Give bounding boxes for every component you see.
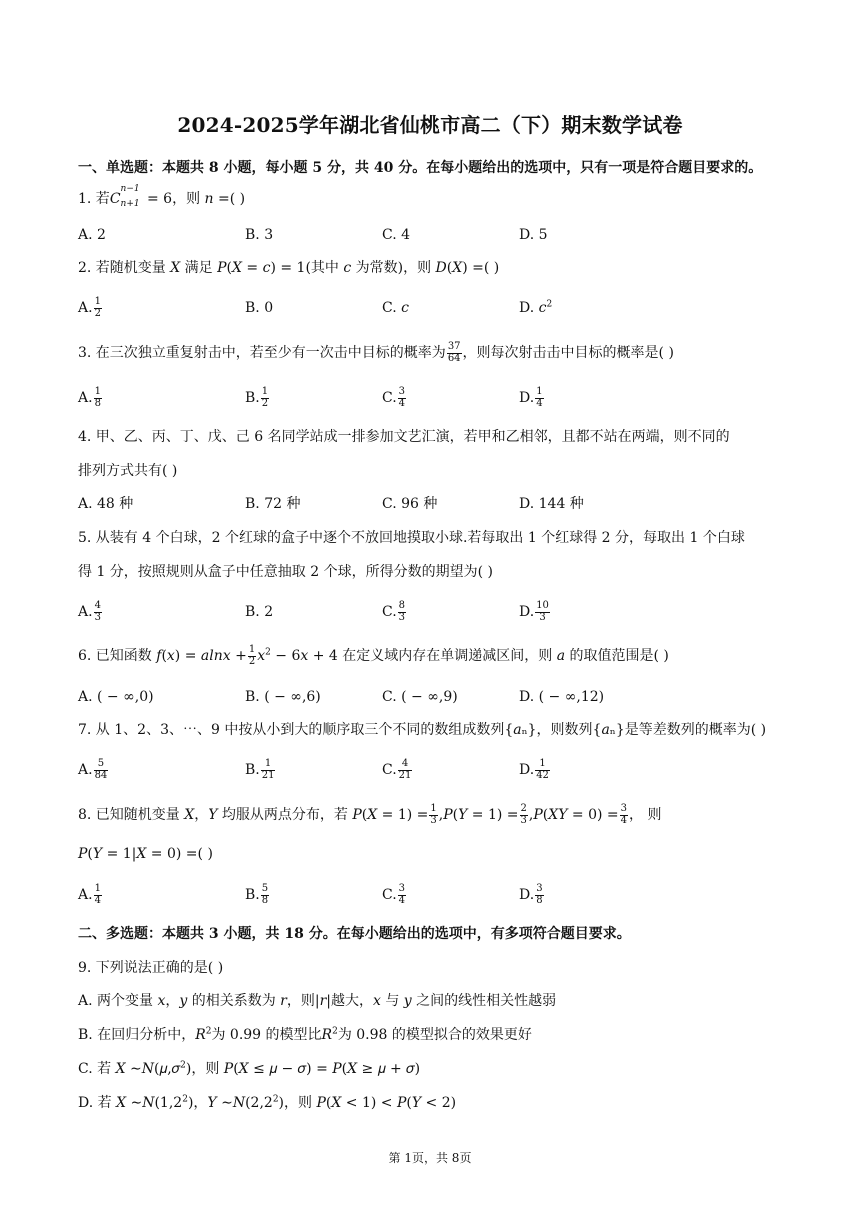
q5-option-d: D. $\frac{10}{3}$: [519, 600, 549, 623]
q5-option-c: C. $\frac{8}{3}$: [382, 600, 406, 623]
q4-option-a: A. 48 种: [78, 496, 134, 512]
section-heading-single-choice: 一、单选题：本题共 8 小题，每小题 5 分，共 40 分。在每小题给出的选项中，只有一项是符合题目要求的。: [78, 160, 763, 176]
q6-option-d: D. ( − ∞,12): [519, 689, 605, 705]
q2-option-a: A. $\frac{1}{2}$: [78, 296, 101, 319]
question-7: 7. 从 1、2、3、⋯、9 中按从小到大的顺序取三个不同的数组成数列{𝑎ₙ}，则数列{𝑎ₙ}是等差数列的概率为( ): [78, 722, 767, 738]
q8-option-d: D. $\frac{3}{8}$: [519, 883, 543, 906]
q1-option-c: C. 4: [382, 227, 411, 243]
q6-option-b: B. ( − ∞,6): [245, 689, 321, 705]
question-1: 1. 若C n−1 n+1 = 6，则 𝑛 =( ): [78, 184, 246, 209]
q1-option-d: D. 5: [519, 227, 548, 243]
q9-option-d: D. 若 𝑋 $\sim 𝑁(1,2^2)$，𝑌 $\sim 𝑁(2,2^2)$，则 𝑃(𝑋 < 1) < 𝑃(𝑌 < 2): [78, 1094, 457, 1111]
question-8-line-2: 𝑃(𝑌 = 1|𝑋 = 0) =( ): [78, 846, 213, 862]
q4-option-d: D. 144 种: [519, 496, 584, 512]
question-4-line-1: 4. 甲、乙、丙、丁、戊、己 6 名同学站成一排参加文艺汇演，若甲和乙相邻，且都不站在两端，则不同的: [78, 429, 730, 445]
q8-option-c: C. $\frac{3}{4}$: [382, 883, 406, 906]
q3-option-a: A. $\frac{1}{8}$: [78, 386, 101, 409]
question-9: 9. 下列说法正确的是( ): [78, 960, 224, 976]
question-4-line-2: 排列方式共有( ): [78, 463, 178, 479]
q3-option-c: C. $\frac{3}{4}$: [382, 386, 406, 409]
page-title: 2024-2025学年湖北省仙桃市高二（下）期末数学试卷: [177, 113, 683, 137]
q3-option-b: B. $\frac{1}{2}$: [245, 386, 269, 409]
q7-option-d: D. $\frac{1}{42}$: [519, 758, 549, 781]
question-5-line-1: 5. 从装有 4 个白球，2 个红球的盒子中逐个不放回地摸取小球.若每取出 1 个红球得 2 分，每取出 1 个白球: [78, 530, 745, 546]
q1-option-b: B. 3: [245, 227, 274, 243]
q4-option-c: C. 96 种: [382, 496, 438, 512]
q2-option-b: B. 0: [245, 300, 274, 316]
q9-option-a: A. 两个变量 𝑥，𝑦 的相关系数为 𝑟，则|𝑟|越大，𝑥 与 𝑦 之间的线性相关性越弱: [78, 993, 557, 1009]
q2-option-c: C. 𝑐: [382, 300, 409, 316]
q9-option-b: B. 在回归分析中，𝑅$^2$为 0.99 的模型比𝑅$^2$为 0.98 的模型拟合的效果更好: [78, 1026, 532, 1043]
q4-option-b: B. 72 种: [245, 496, 301, 512]
q6-option-a: A. ( − ∞,0): [78, 689, 154, 705]
q6-option-c: C. ( − ∞,9): [382, 689, 458, 705]
q5-option-a: A. $\frac{4}{3}$: [78, 600, 101, 623]
q3-option-d: D. $\frac{1}{4}$: [519, 386, 543, 409]
q8-option-b: B. $\frac{5}{8}$: [245, 883, 269, 906]
q5-option-b: B. 2: [245, 604, 274, 620]
q2-option-d: D. 𝑐$^2$: [519, 299, 553, 316]
q7-option-b: B. $\frac{1}{21}$: [245, 758, 275, 781]
q9-option-c: C. 若 𝑋 ∼𝑁(𝜇,𝜎$^2$)，则 𝑃(𝑋 ≤ 𝜇 − 𝜎) = 𝑃(𝑋 ≥ 𝜇 + 𝜎): [78, 1060, 421, 1077]
section-heading-multiple-choice: 二、多选题：本题共 3 小题，共 18 分。在每小题给出的选项中，有多项符合题目要求。: [78, 926, 631, 942]
question-8-line-1: 8. 已知随机变量 𝑋，𝑌 均服从两点分布，若 𝑃(𝑋 = 1) = $\frac{1}{3}$ ,𝑃(𝑌 = 1) = $\frac{2}{3}$ ,𝑃(𝑋𝑌 = 0) = $\frac{3}{4}$ ， 则: [78, 803, 662, 826]
q7-option-a: A. $\frac{5}{84}$: [78, 758, 108, 781]
q1-option-a: A. 2: [78, 227, 106, 243]
page-footer: 第 1页，共 8页: [388, 1151, 472, 1165]
question-6: 6. 已知函数 𝑓(𝑥) = 𝑎𝑙𝑛𝑥 + $\frac{1}{2}$ 𝑥$^2$ − 6𝑥 + 4 在定义域内存在单调递减区间，则 𝑎 的取值范围是( ): [78, 644, 669, 667]
q7-option-c: C. $\frac{4}{21}$: [382, 758, 412, 781]
question-5-line-2: 得 1 分，按照规则从盒子中任意抽取 2 个球，所得分数的期望为( ): [78, 564, 493, 580]
q8-option-a: A. $\frac{1}{4}$: [78, 883, 101, 906]
question-2: 2. 若随机变量 𝑋 满足 𝑃(𝑋 = 𝑐) = 1(其中 𝑐 为常数)，则 𝐷(𝑋) =( ): [78, 260, 500, 276]
question-3: 3. 在三次独立重复射击中，若至少有一次击中目标的概率为 $\frac{37}{64}$ ，则每次射击击中目标的概率是( ): [78, 341, 674, 364]
